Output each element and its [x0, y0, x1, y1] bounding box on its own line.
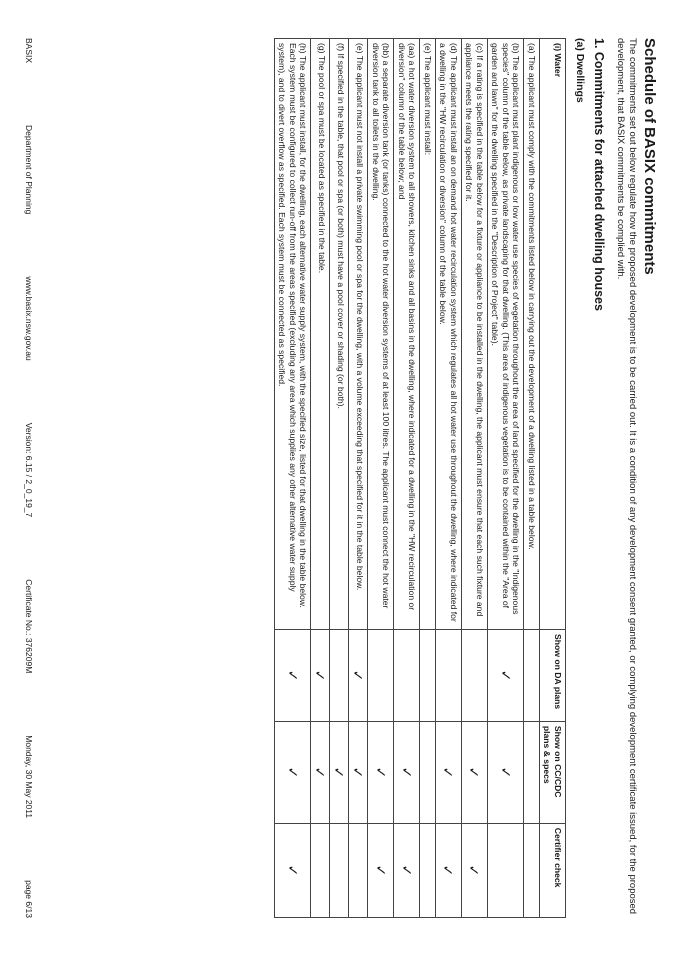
table-row [462, 39, 488, 918]
table-row [330, 39, 349, 918]
table-row [275, 39, 312, 918]
check-cc: ✓ [368, 721, 394, 823]
col-header-check: Certifier check [540, 823, 566, 917]
section-heading: 1. Commitments for attached dwelling houses [592, 38, 606, 311]
check-da: ✓ [349, 630, 368, 722]
page-footer [24, 38, 34, 918]
intro-paragraph: The commitments set out below regulate how the proposed development is to be carried out. It is a condition of any development consent granted, or complying development certificate issued, for the proposed development, that BASIX commitments be complied with. [615, 38, 638, 915]
check-cc: ✓ [436, 721, 462, 823]
check-cc: ✓ [311, 721, 330, 823]
check-certifier [420, 823, 436, 917]
check-cc: ✓ [275, 721, 312, 823]
table-row [524, 39, 540, 918]
row-text: (e) The applicant must not install a private swimming pool or spa for the dwelling, with a volume exceeding that specified for it in the table below. [349, 39, 368, 630]
row-text: (c) If a rating is specified in the table below for a fixture or appliance to be installed in the dwelling, the applicant must ensure that each such fixture and appliance meets the rating specified for it. [462, 39, 488, 630]
check-cc: ✓ [488, 721, 525, 823]
check-da [394, 630, 420, 722]
check-certifier [349, 823, 368, 917]
check-certifier: ✓ [275, 823, 312, 917]
check-certifier: ✓ [394, 823, 420, 917]
check-cc: ✓ [394, 721, 420, 823]
footer-url: www.basix.nsw.gov.au [24, 276, 34, 361]
check-certifier [488, 823, 525, 917]
check-da [462, 630, 488, 722]
row-text: (e) The applicant must install: [420, 39, 436, 630]
check-certifier: ✓ [368, 823, 394, 917]
table-row [368, 39, 394, 918]
footer-department: Department of Planning [24, 125, 34, 215]
table-row [311, 39, 330, 918]
footer-date: Monday, 30 May 2011 [24, 735, 34, 819]
row-text: (bb) a separate diversion tank (or tanks) connected to the hot water diversion systems of at least 100 litres. The applicant must connect the hot water diversion tank to all toilets in the dwelling. [368, 39, 394, 630]
check-da [524, 630, 540, 722]
table-row [436, 39, 462, 918]
table-header-row [540, 39, 566, 918]
check-certifier: ✓ [436, 823, 462, 917]
commitments-table [274, 38, 566, 918]
water-group-label: (i) Water [540, 39, 566, 630]
check-da [330, 630, 349, 722]
check-cc: ✓ [349, 721, 368, 823]
footer-version: Version: 6.15 / 2_0_19_7 [24, 422, 34, 518]
col-header-cc: Show on CC/CDC plans & specs [540, 721, 566, 823]
row-text: (g) The pool or spa must be located as specified in the table. [311, 39, 330, 630]
footer-page: page 6/13 [24, 880, 34, 918]
check-cc: ✓ [330, 721, 349, 823]
check-da: ✓ [488, 630, 525, 722]
check-da [368, 630, 394, 722]
check-da [436, 630, 462, 722]
page-title: Schedule of BASIX commitments [641, 38, 658, 275]
check-certifier [330, 823, 349, 917]
check-cc: ✓ [462, 721, 488, 823]
table-row [394, 39, 420, 918]
check-cc [420, 721, 436, 823]
footer-basix: BASIX [24, 38, 34, 64]
table-row [488, 39, 525, 918]
table-row [349, 39, 368, 918]
row-text: (b) The applicant must plant indigenous or low water use species of vegetation throughout the area of land specified for the dwelling in the "Indigenous species" column of the table below, as private landscaping for that dwelling. (This area of indigenous vegetation is to be contained within the "Area of garden and lawn" for the dwelling specified in the "Description of Project" table). [488, 39, 525, 630]
row-text: (a) The applicant must comply with the commitments listed below in carrying out the development of a dwelling listed in a table below. [524, 39, 540, 630]
check-da: ✓ [275, 630, 312, 722]
footer-certificate: Certificate No.: 376209M [24, 579, 34, 674]
subsection-heading: (a) Dwellings [574, 38, 586, 103]
check-cc [524, 721, 540, 823]
row-text: (d) The applicant must install an on demand hot water recirculation system which regulates all hot water use throughout the dwelling, where indicated for a dwelling in the "HW recirculation or diversion" column of the table below. [436, 39, 462, 630]
check-certifier [311, 823, 330, 917]
check-certifier: ✓ [462, 823, 488, 917]
table-row [420, 39, 436, 918]
row-text: (h) The applicant must install, for the dwelling, each alternative water supply system, with the specified size, listed for that dwelling in the table below. Each system must be configured to collect run-off from the areas specified (excluding any area which supplies any other alternative water supply system), and to divert overflow as specified. Each system must be connected as specified. [275, 39, 312, 630]
check-certifier [524, 823, 540, 917]
check-da [420, 630, 436, 722]
row-text: (aa) a hot water diversion system to all showers, kitchen sinks and all basins in the dwelling, where indicated for a dwelling in the "HW recirculation or diversion" column of the table below; and [394, 39, 420, 630]
row-text: (f) If specified in the table, that pool or spa (or both) must have a pool cover or shading (or both). [330, 39, 349, 630]
col-header-da: Show on DA plans [540, 630, 566, 722]
check-da: ✓ [311, 630, 330, 722]
